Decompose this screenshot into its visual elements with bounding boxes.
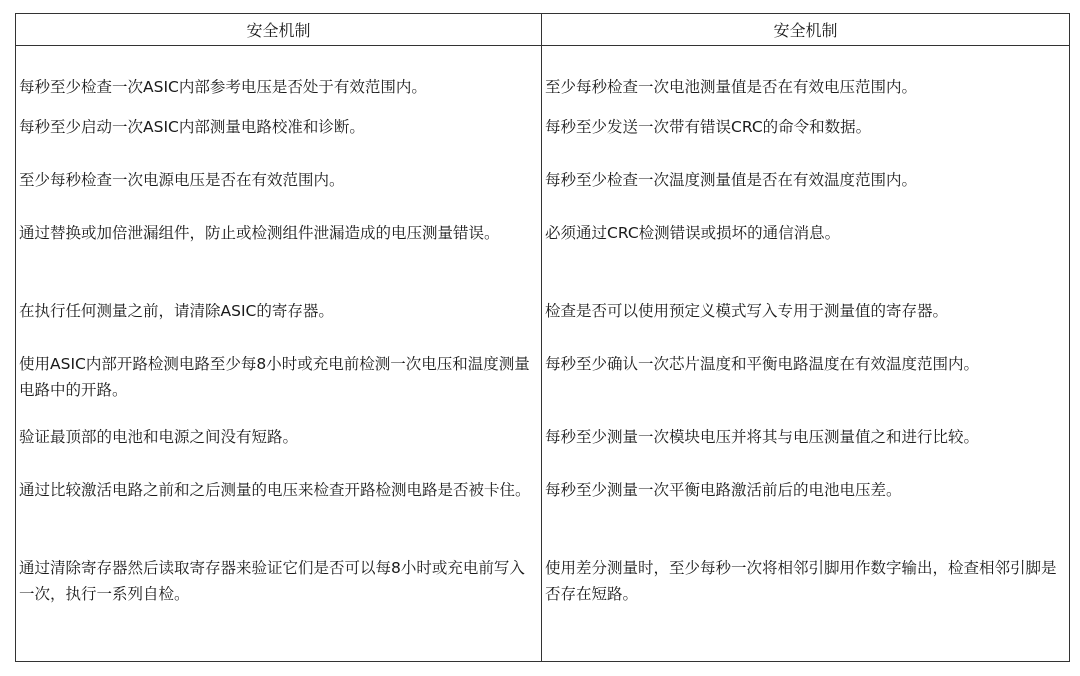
table-cell (542, 220, 1070, 298)
cell-text: 通过清除寄存器然后读取寄存器来验证它们是否可以每8小时或充电前写入一次，执行一系列自检。 (19, 558, 525, 603)
cell-text: 在执行任何测量之前，请清除ASIC的寄存器。 (19, 301, 334, 320)
cell-text: 每秒至少测量一次模块电压并将其与电压测量值之和进行比较。 (545, 427, 980, 446)
table-cell (542, 351, 1070, 424)
table-cell (542, 477, 1070, 555)
table-cell (16, 424, 542, 477)
cell-text: 验证最顶部的电池和电源之间没有短路。 (19, 427, 299, 446)
cell-text: 使用ASIC内部开路检测电路至少每8小时或充电前检测一次电压和温度测量电路中的开路。 (19, 354, 530, 399)
column-header-right: 安全机制 (542, 14, 1070, 46)
table-cell (16, 298, 542, 351)
cell-text: 使用差分测量时，至少每秒一次将相邻引脚用作数字输出，检查相邻引脚是否存在短路。 (545, 558, 1057, 603)
table-cell (16, 167, 542, 220)
table-cell (542, 298, 1070, 351)
table-row (16, 46, 1070, 114)
cell-text: 每秒至少发送一次带有错误CRC的命令和数据。 (545, 117, 872, 136)
table-cell (542, 114, 1070, 167)
table-row (16, 555, 1070, 662)
cell-text: 检查是否可以使用预定义模式写入专用于测量值的寄存器。 (545, 301, 949, 320)
cell-text: 每秒至少测量一次平衡电路激活前后的电池电压差。 (545, 480, 902, 499)
cell-text: 通过比较激活电路之前和之后测量的电压来检查开路检测电路是否被卡住。 (19, 480, 531, 499)
table-row (16, 351, 1070, 424)
cell-text: 通过替换或加倍泄漏组件，防止或检测组件泄漏造成的电压测量错误。 (19, 223, 500, 242)
table-cell (16, 220, 542, 298)
table-cell (16, 477, 542, 555)
table-row (16, 298, 1070, 351)
table-row (16, 477, 1070, 555)
table-cell (542, 424, 1070, 477)
table-row (16, 114, 1070, 167)
table-cell (542, 167, 1070, 220)
cell-text: 必须通过CRC检测错误或损坏的通信消息。 (545, 223, 841, 242)
cell-text: 每秒至少启动一次ASIC内部测量电路校准和诊断。 (19, 117, 365, 136)
table-cell (16, 114, 542, 167)
table-row (16, 220, 1070, 298)
table-cell (16, 46, 542, 114)
table-cell (542, 555, 1070, 662)
table-cell (16, 351, 542, 424)
table-cell (542, 46, 1070, 114)
cell-text: 至少每秒检查一次电池测量值是否在有效电压范围内。 (545, 78, 918, 96)
column-header-left: 安全机制 (16, 14, 542, 46)
table-header-row (16, 14, 1070, 46)
cell-text: 每秒至少确认一次芯片温度和平衡电路温度在有效温度范围内。 (545, 354, 980, 373)
cell-text: 每秒至少检查一次温度测量值是否在有效温度范围内。 (545, 170, 918, 189)
table-cell (16, 555, 542, 662)
table-row (16, 424, 1070, 477)
safety-mechanism-table (15, 13, 1070, 662)
cell-text: 至少每秒检查一次电源电压是否在有效范围内。 (19, 170, 345, 189)
table-row (16, 167, 1070, 220)
cell-text: 每秒至少检查一次ASIC内部参考电压是否处于有效范围内。 (19, 78, 427, 96)
